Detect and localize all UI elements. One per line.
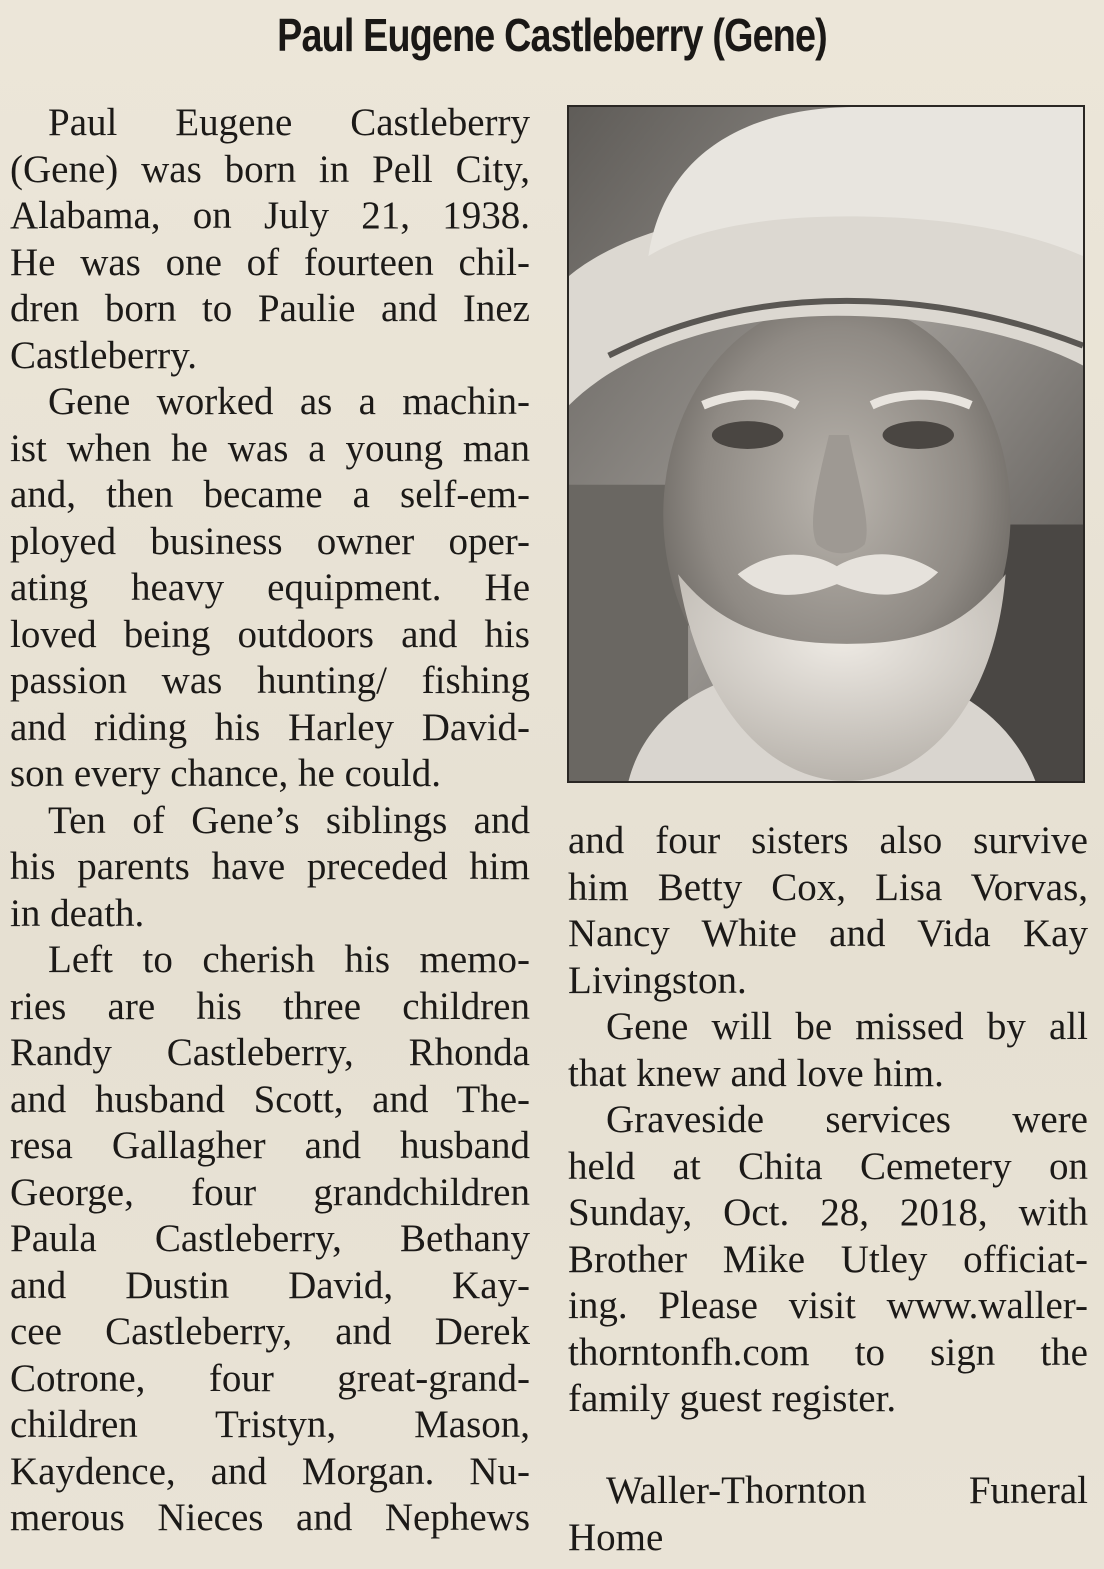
text-line: in death.: [10, 891, 145, 935]
text-line: and riding his Harley David-: [10, 705, 530, 749]
text-line: and, then became a self-em-: [10, 473, 530, 516]
page-title: Paul Eugene Castleberry (Gene): [277, 9, 827, 61]
text-line: him Betty Cox, Lisa Vorvas,: [568, 865, 1088, 909]
text-line: and husband Scott, and The-: [10, 1077, 530, 1121]
text-line: He was one of fourteen chil-: [10, 240, 530, 284]
funeral-home-signature: [568, 1468, 1088, 1561]
text-line: ries are his three children: [10, 984, 530, 1028]
text-line: dren born to Paulie and Inez: [10, 287, 530, 330]
text-line: merous Nieces and Nephews: [10, 1496, 530, 1539]
text-line: that knew and love him.: [568, 1051, 944, 1095]
text-line: and four sisters also survive: [568, 819, 1088, 862]
text-line: held at Chita Cemetery on: [568, 1144, 1088, 1188]
text-line: George, four grandchildren: [10, 1170, 530, 1214]
text-line: Alabama, on July 21, 1938.: [10, 194, 530, 237]
text-line: Livingston.: [568, 958, 747, 1002]
text-line: Paula Castleberry, Bethany: [10, 1217, 530, 1260]
text-line: Cotrone, four great-grand-: [10, 1356, 530, 1400]
text-line: Gene will be missed by all: [606, 1005, 1088, 1048]
portrait-photo: [567, 105, 1085, 783]
text-line: Paul Eugene Castleberry: [48, 101, 530, 144]
right-column: [568, 818, 1088, 1423]
text-line: Gene worked as a machin-: [48, 380, 530, 423]
text-line: Left to cherish his memo-: [48, 938, 530, 981]
text-line: ing. Please visit www.waller-: [568, 1284, 1088, 1327]
text-line: ist when he was a young man: [10, 426, 530, 470]
text-line: resa Gallagher and husband: [10, 1124, 530, 1167]
text-line: thorntonfh.com to sign the: [568, 1330, 1088, 1374]
text-line: Brother Mike Utley officiat-: [568, 1237, 1088, 1281]
text-line: Castleberry.: [10, 333, 197, 377]
text-line: Ten of Gene’s siblings and: [48, 798, 530, 842]
text-line: Kaydence, and Morgan. Nu-: [10, 1449, 530, 1493]
text-line: son every chance, he could.: [10, 752, 441, 795]
text-line: (Gene) was born in Pell City,: [10, 147, 530, 191]
text-line: Nancy White and Vida Kay: [568, 912, 1088, 955]
text-line: Randy Castleberry, Rhonda: [10, 1031, 530, 1074]
text-line: family guest register.: [568, 1377, 897, 1420]
text-line: children Tristyn, Mason,: [10, 1403, 530, 1446]
text-line: passion was hunting/ fishing: [10, 659, 530, 702]
text-line: loved being outdoors and his: [10, 612, 530, 656]
text-line: Sunday, Oct. 28, 2018, with: [568, 1191, 1088, 1234]
portrait-image: [569, 107, 1083, 781]
text-line: ployed business owner oper-: [10, 519, 530, 563]
text-line: his parents have preceded him: [10, 845, 530, 888]
left-column: [10, 100, 530, 1542]
text-line: cee Castleberry, and Derek: [10, 1310, 530, 1353]
signature-line-2: Home: [568, 1515, 664, 1559]
text-line: and Dustin David, Kay-: [10, 1263, 530, 1307]
signature-line-1: Waller-Thornton Funeral: [606, 1469, 1088, 1512]
text-line: ating heavy equipment. He: [10, 566, 530, 609]
text-line: Graveside services were: [606, 1098, 1088, 1141]
